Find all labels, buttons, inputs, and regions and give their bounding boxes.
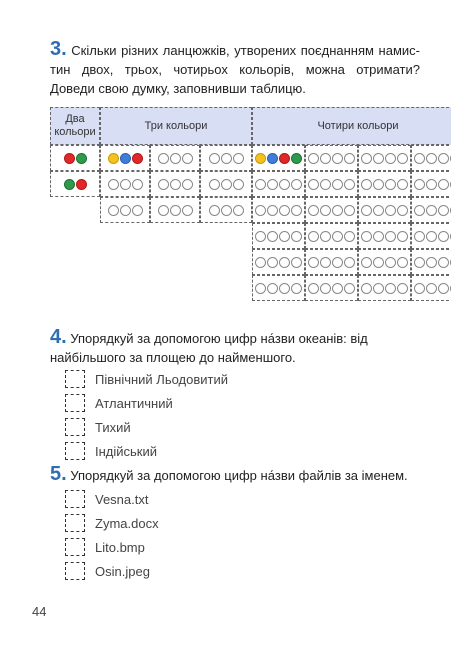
- bead-cell[interactable]: [305, 171, 358, 197]
- empty-bead: [267, 179, 278, 190]
- empty-bead: [426, 231, 437, 242]
- empty-bead: [397, 283, 408, 294]
- empty-bead: [385, 179, 396, 190]
- order-box[interactable]: [65, 538, 85, 556]
- order-box[interactable]: [65, 514, 85, 532]
- file-item: Vesna.txt: [95, 492, 149, 507]
- bead-cell[interactable]: [100, 145, 150, 171]
- empty-bead: [209, 179, 220, 190]
- empty-bead: [361, 257, 372, 268]
- empty-bead: [308, 283, 319, 294]
- red-bead: [64, 153, 75, 164]
- bead-cell[interactable]: [150, 145, 200, 171]
- empty-bead: [373, 179, 384, 190]
- green-bead: [64, 179, 75, 190]
- header-two-colors: Два кольори: [50, 107, 100, 145]
- empty-bead: [373, 257, 384, 268]
- task-4-text: Упорядкуй за допомогою цифр на́зви океанів: від найбільшого за площею до найменшого.: [50, 331, 368, 365]
- empty-bead: [373, 205, 384, 216]
- empty-bead: [320, 231, 331, 242]
- empty-bead: [361, 179, 372, 190]
- bead-cell[interactable]: [358, 249, 411, 275]
- empty-bead: [320, 205, 331, 216]
- bead-cell[interactable]: [305, 223, 358, 249]
- empty-bead: [344, 153, 355, 164]
- empty-bead: [308, 179, 319, 190]
- empty-bead: [320, 283, 331, 294]
- empty-bead: [255, 257, 266, 268]
- empty-bead: [332, 283, 343, 294]
- empty-bead: [361, 205, 372, 216]
- empty-bead: [438, 257, 449, 268]
- empty-bead: [255, 179, 266, 190]
- empty-bead: [385, 231, 396, 242]
- file-item: Osin.jpeg: [95, 564, 150, 579]
- task-3-text-line-2: тин двох, трьох, чотирьох кольорів, можна отримати?: [50, 62, 420, 77]
- empty-bead: [397, 179, 408, 190]
- empty-bead: [255, 231, 266, 242]
- empty-bead: [344, 231, 355, 242]
- ocean-item: Індійський: [95, 444, 158, 459]
- red-bead: [279, 153, 290, 164]
- empty-bead: [291, 283, 302, 294]
- file-item: Zyma.docx: [95, 516, 159, 531]
- empty-bead: [361, 153, 372, 164]
- empty-bead: [438, 179, 449, 190]
- empty-bead: [385, 153, 396, 164]
- empty-bead: [221, 205, 232, 216]
- empty-bead: [373, 283, 384, 294]
- empty-bead: [385, 205, 396, 216]
- order-box[interactable]: [65, 418, 85, 436]
- empty-bead: [308, 257, 319, 268]
- bead-cell[interactable]: [411, 145, 451, 171]
- blue-bead: [267, 153, 278, 164]
- empty-bead: [373, 231, 384, 242]
- bead-cell[interactable]: [411, 223, 451, 249]
- bead-cell[interactable]: [252, 249, 305, 275]
- empty-bead: [414, 257, 425, 268]
- bead-cell[interactable]: [50, 145, 100, 171]
- empty-bead: [332, 205, 343, 216]
- empty-bead: [414, 153, 425, 164]
- empty-bead: [414, 231, 425, 242]
- empty-bead: [158, 153, 169, 164]
- empty-bead: [385, 257, 396, 268]
- empty-bead: [414, 205, 425, 216]
- empty-bead: [308, 153, 319, 164]
- empty-bead: [108, 179, 119, 190]
- empty-bead: [308, 205, 319, 216]
- order-box[interactable]: [65, 562, 85, 580]
- empty-bead: [320, 179, 331, 190]
- empty-bead: [182, 179, 193, 190]
- empty-bead: [438, 205, 449, 216]
- empty-bead: [291, 231, 302, 242]
- bead-cell[interactable]: [252, 171, 305, 197]
- empty-bead: [255, 205, 266, 216]
- empty-bead: [158, 205, 169, 216]
- ocean-item: Північний Льодовитий: [95, 372, 229, 387]
- page-number: 44: [32, 604, 47, 619]
- empty-bead: [344, 205, 355, 216]
- empty-bead: [361, 283, 372, 294]
- empty-bead: [209, 205, 220, 216]
- bead-cell[interactable]: [411, 275, 451, 301]
- yellow-bead: [108, 153, 119, 164]
- empty-bead: [414, 283, 425, 294]
- empty-bead: [279, 179, 290, 190]
- empty-bead: [426, 179, 437, 190]
- empty-bead: [426, 283, 437, 294]
- red-bead: [76, 179, 87, 190]
- empty-bead: [267, 205, 278, 216]
- empty-bead: [438, 231, 449, 242]
- file-item: Lito.bmp: [95, 540, 145, 555]
- task-4-number: 4.: [50, 326, 67, 348]
- empty-bead: [291, 179, 302, 190]
- empty-bead: [320, 257, 331, 268]
- task-5-text: Упорядкуй за допомогою цифр на́зви файлів за іменем.: [70, 468, 408, 483]
- order-box[interactable]: [65, 442, 85, 460]
- empty-bead: [279, 257, 290, 268]
- red-bead: [132, 153, 143, 164]
- bead-cell[interactable]: [150, 171, 200, 197]
- empty-bead: [426, 205, 437, 216]
- bead-cell[interactable]: [358, 171, 411, 197]
- bead-cell[interactable]: [100, 171, 150, 197]
- bead-cell[interactable]: [358, 275, 411, 301]
- bead-cell[interactable]: [358, 197, 411, 223]
- ocean-item: Тихий: [95, 420, 131, 435]
- task-3-number: 3.: [50, 38, 67, 60]
- bead-cell[interactable]: [411, 171, 451, 197]
- empty-bead: [267, 231, 278, 242]
- green-bead: [291, 153, 302, 164]
- task-5-number: 5.: [50, 463, 67, 485]
- empty-bead: [182, 205, 193, 216]
- blue-bead: [120, 153, 131, 164]
- empty-bead: [291, 257, 302, 268]
- bead-cell[interactable]: [200, 197, 252, 223]
- empty-bead: [255, 283, 266, 294]
- bead-cell[interactable]: [305, 197, 358, 223]
- bead-cell[interactable]: [305, 275, 358, 301]
- bead-cell[interactable]: [200, 145, 252, 171]
- bead-cell[interactable]: [411, 249, 451, 275]
- bead-cell[interactable]: [150, 197, 200, 223]
- empty-bead: [397, 231, 408, 242]
- empty-bead: [397, 257, 408, 268]
- bead-cell[interactable]: [358, 223, 411, 249]
- empty-bead: [279, 231, 290, 242]
- empty-bead: [132, 179, 143, 190]
- empty-bead: [108, 205, 119, 216]
- bead-cell[interactable]: [252, 275, 305, 301]
- empty-bead: [170, 179, 181, 190]
- empty-bead: [397, 205, 408, 216]
- empty-bead: [332, 153, 343, 164]
- empty-bead: [170, 153, 181, 164]
- bead-cell[interactable]: [358, 145, 411, 171]
- empty-bead: [385, 283, 396, 294]
- empty-bead: [344, 179, 355, 190]
- empty-bead: [344, 283, 355, 294]
- empty-bead: [332, 257, 343, 268]
- empty-bead: [344, 257, 355, 268]
- green-bead: [76, 153, 87, 164]
- empty-bead: [132, 205, 143, 216]
- task-3: [50, 40, 420, 98]
- empty-bead: [209, 153, 220, 164]
- empty-bead: [221, 179, 232, 190]
- task-3-text-line-3: Доведи свою думку, заповнивши таблицю.: [50, 81, 306, 96]
- empty-bead: [426, 153, 437, 164]
- task-5: [50, 465, 420, 485]
- empty-bead: [308, 231, 319, 242]
- task-3-text-line-1: Скільки різних ланцюжків, утворених поєднанням намис-: [71, 43, 420, 58]
- empty-bead: [279, 205, 290, 216]
- empty-bead: [182, 153, 193, 164]
- empty-bead: [170, 205, 181, 216]
- order-box[interactable]: [65, 394, 85, 412]
- empty-bead: [320, 153, 331, 164]
- empty-bead: [373, 153, 384, 164]
- empty-bead: [438, 153, 449, 164]
- bead-cell[interactable]: [252, 197, 305, 223]
- empty-bead: [267, 257, 278, 268]
- empty-bead: [414, 179, 425, 190]
- empty-bead: [291, 205, 302, 216]
- bead-cell[interactable]: [252, 223, 305, 249]
- header-three-colors: Три кольори: [100, 107, 252, 145]
- ocean-item: Атлантичний: [95, 396, 173, 411]
- task-4: [50, 328, 420, 367]
- bead-cell[interactable]: [200, 171, 252, 197]
- empty-bead: [397, 153, 408, 164]
- empty-bead: [438, 283, 449, 294]
- empty-bead: [332, 231, 343, 242]
- empty-bead: [279, 283, 290, 294]
- empty-bead: [120, 205, 131, 216]
- bead-cell[interactable]: [252, 145, 305, 171]
- empty-bead: [426, 257, 437, 268]
- empty-bead: [233, 205, 244, 216]
- bead-cell[interactable]: [50, 171, 100, 197]
- empty-bead: [158, 179, 169, 190]
- empty-bead: [233, 153, 244, 164]
- bead-cell[interactable]: [411, 197, 451, 223]
- bead-cell[interactable]: [305, 249, 358, 275]
- empty-bead: [267, 283, 278, 294]
- bead-cell[interactable]: [100, 197, 150, 223]
- header-four-colors: Чотири кольори: [252, 107, 451, 145]
- order-box[interactable]: [65, 370, 85, 388]
- empty-bead: [120, 179, 131, 190]
- empty-bead: [233, 179, 244, 190]
- bead-cell[interactable]: [305, 145, 358, 171]
- yellow-bead: [255, 153, 266, 164]
- empty-bead: [221, 153, 232, 164]
- empty-bead: [332, 179, 343, 190]
- order-box[interactable]: [65, 490, 85, 508]
- empty-bead: [361, 231, 372, 242]
